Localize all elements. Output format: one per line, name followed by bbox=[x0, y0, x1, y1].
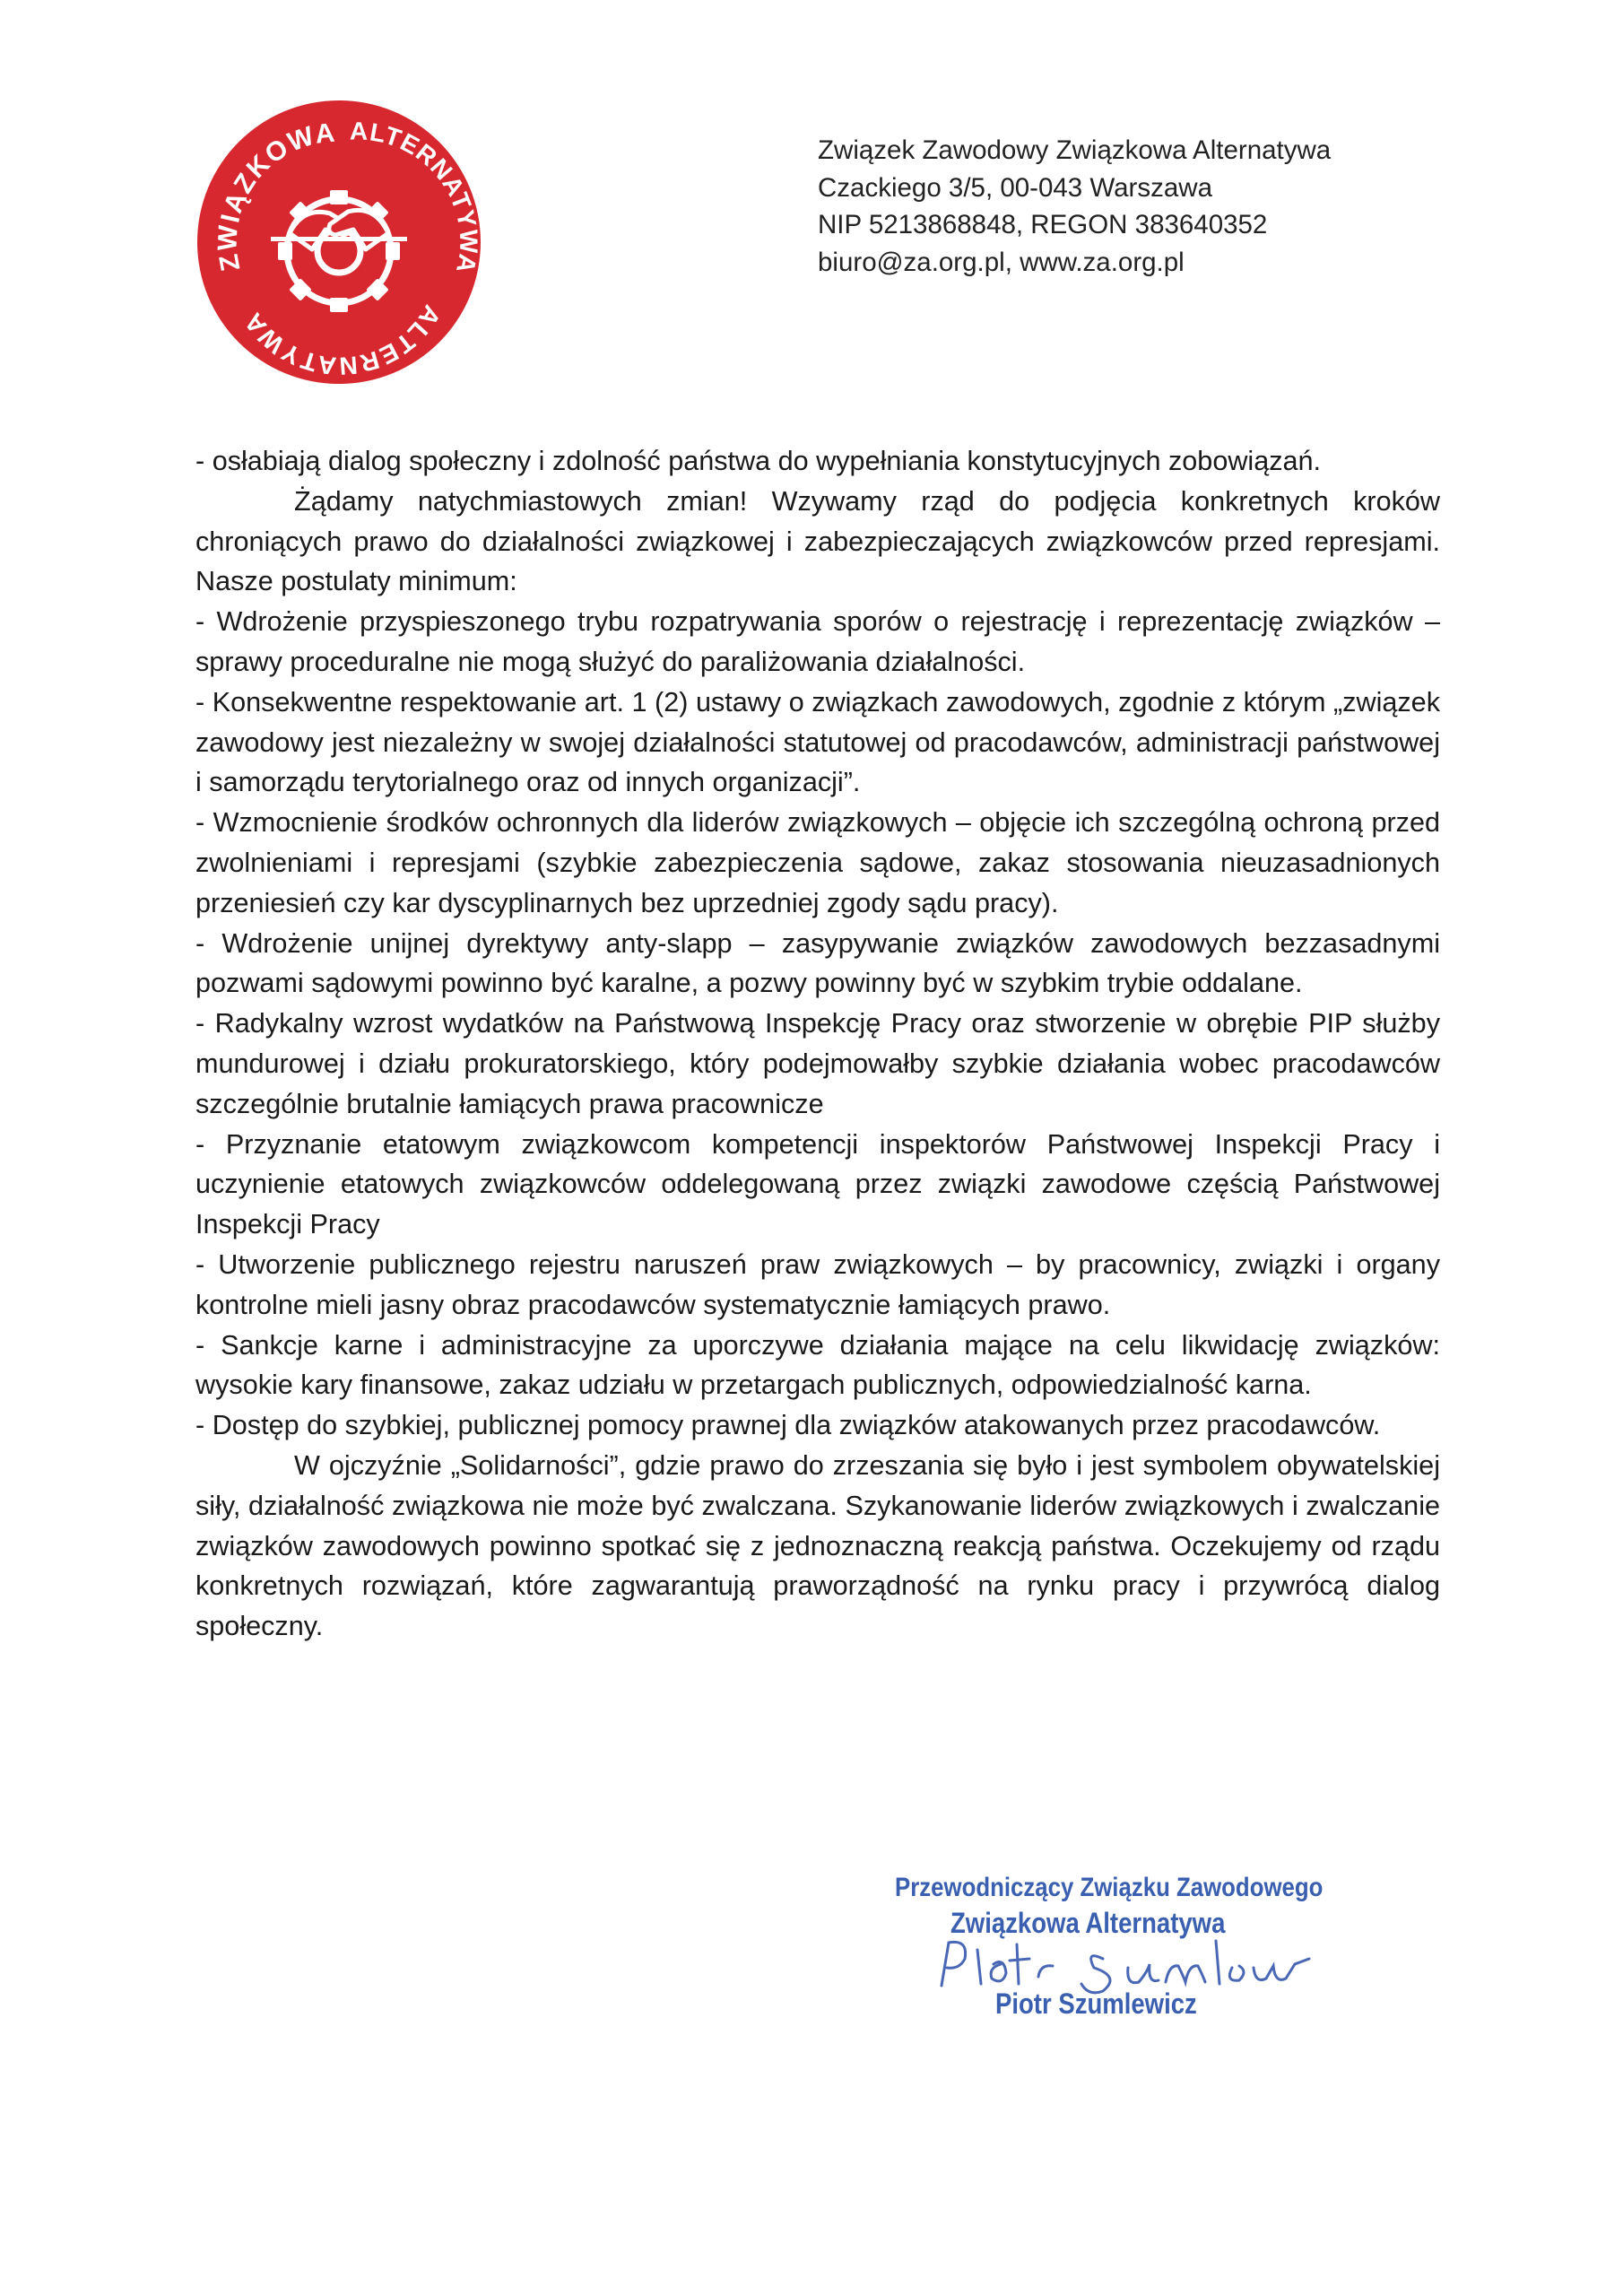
org-ids: NIP 5213868848, REGON 383640352 bbox=[818, 210, 1268, 239]
signature-block bbox=[888, 1873, 1354, 2034]
stamp-name: Piotr Szumlewicz bbox=[995, 1987, 1197, 2020]
list-item: - Radykalny wzrost wydatków na Państwową Inspekcję Pracy oraz stworzenie w obrębie PIP służby mundurowej i działu prokuratorskiego, który podejmowałby szybkie działania wobec pracodawców szczególnie brutalnie łamiących prawa pracownicze bbox=[195, 1008, 1440, 1119]
paragraph: Żądamy natychmiastowych zmian! Wzywamy rząd do podjęcia konkretnych kroków chroniących prawo do działalności związkowej i zabezpieczających związkowców przed represjami. Nasze postulaty minimum: bbox=[195, 485, 1440, 597]
stamp-title: Przewodniczący Związku Zawodowego bbox=[895, 1873, 1324, 1902]
list-item: - Wdrożenie przyspieszonego trybu rozpatrywania sporów o rejestrację i reprezentację związków – sprawy proceduralne nie mogą służyć do paraliżowania działalności. bbox=[195, 606, 1440, 677]
paragraph: - osłabiają dialog społeczny i zdolność państwa do wypełniania konstytucyjnych zobowiązań. bbox=[195, 446, 1322, 476]
list-item: - Wzmocnienie środków ochronnych dla liderów związkowych – objęcie ich szczególną ochroną przed zwolnieniami i represjami (szybkie zabezpieczenia sądowe, zakaz stosowania nieuzasadnionych przeniesień czy kar dyscyplinarnych bez uprzedniej zgody sądu pracy). bbox=[195, 807, 1440, 918]
letter-body bbox=[195, 441, 1440, 1647]
logo-text-top: ZWIĄZKOWA bbox=[213, 117, 338, 274]
union-logo bbox=[195, 99, 482, 386]
list-item: - Utworzenie publicznego rejestru naruszeń praw związkowych – by pracownicy, związki i organy kontrolne mieli jasny obraz pracodawców systematycznie łamiących prawo. bbox=[195, 1248, 1440, 1320]
org-contact: biuro@za.org.pl, www.za.org.pl bbox=[818, 247, 1185, 277]
org-address: Czackiego 3/5, 00-043 Warszawa bbox=[818, 172, 1212, 203]
list-item: - Konsekwentne respektowanie art. 1 (2) ustawy o związkach zawodowych, zgodnie z którym „związek zawodowy jest niezależny w swojej działalności statutowej od pracodawców, administracji państwowej i samorządu terytorialnego oraz od innych organizacji”. bbox=[195, 686, 1440, 798]
list-item: - Sankcje karne i administracyjne za uporczywe działania mające na celu likwidację związków: wysokie kary finansowe, zakaz udziału w przetargach publicznych, odpowiedzialność karna. bbox=[195, 1329, 1440, 1401]
paragraph: W ojczyźnie „Solidarności”, gdzie prawo do zrzeszania się było i jest symbolem obywatelskiej siły, działalność związkowa nie może być zwalczana. Szykanowanie liderów związkowych i zwalczanie związków zawodowych powinno spotkać się z jednoznaczną reakcją państwa. Oczekujemy od rządu konkretnych rozwiązań, które zagwarantują praworządność na rynku pracy i przywrócą dialog społeczny. bbox=[195, 1449, 1440, 1642]
list-item: - Wdrożenie unijnej dyrektywy anty-slapp – zasypywanie związków zawodowych bezzasadnymi pozwami sądowymi powinno być karalne, a pozwy powinny być w szybkim trybie oddalane. bbox=[195, 927, 1440, 999]
letterhead bbox=[818, 132, 1331, 281]
logo-text-bottom: ALTERNATYWA bbox=[238, 300, 447, 380]
org-name: Związek Zawodowy Związkowa Alternatywa bbox=[818, 135, 1332, 165]
list-item: - Przyznanie etatowym związkowcom kompetencji inspektorów Państwowej Inspekcji Pracy i uczynienie etatowych związkowców oddelegowaną przez związki zawodowe częścią Państwowej Inspekcji Pracy bbox=[195, 1128, 1440, 1240]
list-item: - Dostęp do szybkiej, publicznej pomocy prawnej dla związków atakowanych przez pracodawców. bbox=[195, 1410, 1381, 1441]
logo-bar bbox=[271, 237, 407, 241]
logo-text-right: ALTERNATYWA bbox=[349, 117, 482, 276]
stamp-org: Związkowa Alternatywa bbox=[950, 1907, 1226, 1939]
